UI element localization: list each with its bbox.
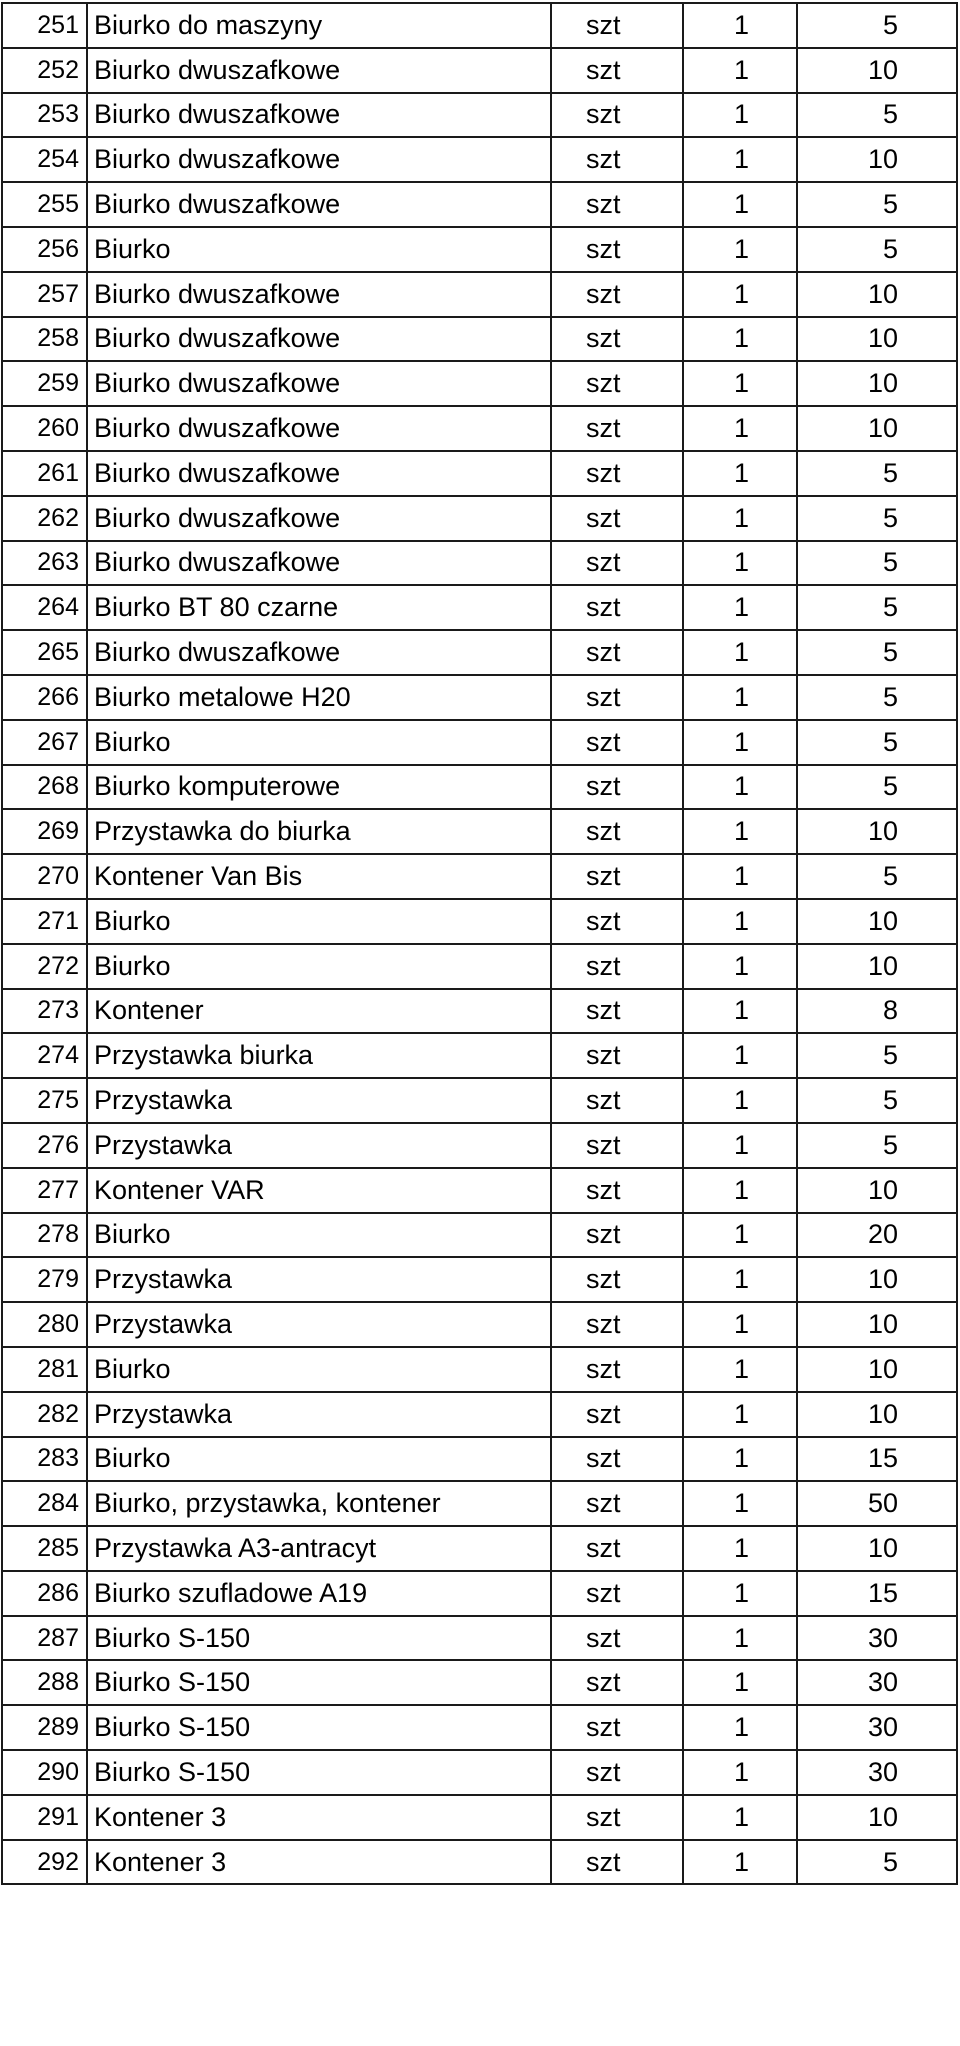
row-number-cell: 268	[2, 765, 87, 810]
quantity-cell: 1	[683, 48, 797, 93]
table-row	[2, 1078, 957, 1123]
table-row	[2, 1302, 957, 1347]
quantity-cell: 1	[683, 361, 797, 406]
row-number-cell: 276	[2, 1123, 87, 1168]
table-row	[2, 3, 957, 48]
item-name-cell: Biurko dwuszafkowe	[87, 361, 551, 406]
quantity-cell: 1	[683, 137, 797, 182]
unit-cell: szt	[551, 272, 683, 317]
unit-cell: szt	[551, 989, 683, 1034]
quantity-cell: 1	[683, 3, 797, 48]
table-row	[2, 451, 957, 496]
item-name-cell: Biurko	[87, 899, 551, 944]
table-row	[2, 317, 957, 362]
row-number-cell: 278	[2, 1213, 87, 1258]
item-name-cell: Biurko BT 80 czarne	[87, 585, 551, 630]
item-name-cell: Biurko komputerowe	[87, 765, 551, 810]
quantity-cell: 1	[683, 541, 797, 586]
unit-cell: szt	[551, 1168, 683, 1213]
row-number-cell: 257	[2, 272, 87, 317]
row-number-cell: 274	[2, 1033, 87, 1078]
table-row	[2, 1123, 957, 1168]
unit-cell: szt	[551, 182, 683, 227]
quantity-cell: 1	[683, 1526, 797, 1571]
item-name-cell: Kontener	[87, 989, 551, 1034]
table-row	[2, 944, 957, 989]
value-cell: 30	[797, 1660, 957, 1705]
row-number-cell: 279	[2, 1257, 87, 1302]
table-row	[2, 1795, 957, 1840]
unit-cell: szt	[551, 3, 683, 48]
quantity-cell: 1	[683, 1616, 797, 1661]
quantity-cell: 1	[683, 1347, 797, 1392]
quantity-cell: 1	[683, 317, 797, 362]
value-cell: 5	[797, 93, 957, 138]
value-cell: 30	[797, 1705, 957, 1750]
value-cell: 10	[797, 1392, 957, 1437]
row-number-cell: 289	[2, 1705, 87, 1750]
item-name-cell: Biurko dwuszafkowe	[87, 317, 551, 362]
value-cell: 5	[797, 1840, 957, 1885]
unit-cell: szt	[551, 1347, 683, 1392]
table-row	[2, 765, 957, 810]
quantity-cell: 1	[683, 451, 797, 496]
unit-cell: szt	[551, 496, 683, 541]
row-number-cell: 269	[2, 809, 87, 854]
unit-cell: szt	[551, 406, 683, 451]
item-name-cell: Biurko dwuszafkowe	[87, 496, 551, 541]
value-cell: 5	[797, 182, 957, 227]
row-number-cell: 273	[2, 989, 87, 1034]
row-number-cell: 280	[2, 1302, 87, 1347]
value-cell: 10	[797, 1795, 957, 1840]
unit-cell: szt	[551, 361, 683, 406]
row-number-cell: 255	[2, 182, 87, 227]
unit-cell: szt	[551, 630, 683, 675]
value-cell: 5	[797, 720, 957, 765]
row-number-cell: 271	[2, 899, 87, 944]
quantity-cell: 1	[683, 1571, 797, 1616]
row-number-cell: 254	[2, 137, 87, 182]
value-cell: 5	[797, 854, 957, 899]
quantity-cell: 1	[683, 1078, 797, 1123]
unit-cell: szt	[551, 1526, 683, 1571]
table-row	[2, 1481, 957, 1526]
quantity-cell: 1	[683, 1750, 797, 1795]
row-number-cell: 283	[2, 1437, 87, 1482]
item-name-cell: Przystawka A3-antracyt	[87, 1526, 551, 1571]
table-row	[2, 1616, 957, 1661]
table-row	[2, 48, 957, 93]
table-row	[2, 182, 957, 227]
value-cell: 5	[797, 1078, 957, 1123]
row-number-cell: 259	[2, 361, 87, 406]
value-cell: 5	[797, 1033, 957, 1078]
value-cell: 5	[797, 675, 957, 720]
value-cell: 10	[797, 944, 957, 989]
unit-cell: szt	[551, 317, 683, 362]
value-cell: 5	[797, 227, 957, 272]
quantity-cell: 1	[683, 406, 797, 451]
item-name-cell: Biurko dwuszafkowe	[87, 541, 551, 586]
unit-cell: szt	[551, 227, 683, 272]
value-cell: 5	[797, 630, 957, 675]
item-name-cell: Biurko dwuszafkowe	[87, 137, 551, 182]
unit-cell: szt	[551, 48, 683, 93]
item-name-cell: Biurko	[87, 944, 551, 989]
quantity-cell: 1	[683, 182, 797, 227]
unit-cell: szt	[551, 1616, 683, 1661]
unit-cell: szt	[551, 451, 683, 496]
quantity-cell: 1	[683, 944, 797, 989]
table-row	[2, 1213, 957, 1258]
unit-cell: szt	[551, 720, 683, 765]
table-row	[2, 989, 957, 1034]
quantity-cell: 1	[683, 765, 797, 810]
table-row	[2, 496, 957, 541]
unit-cell: szt	[551, 1660, 683, 1705]
row-number-cell: 264	[2, 585, 87, 630]
table-row	[2, 809, 957, 854]
row-number-cell: 262	[2, 496, 87, 541]
unit-cell: szt	[551, 1840, 683, 1885]
quantity-cell: 1	[683, 1660, 797, 1705]
item-name-cell: Biurko szufladowe A19	[87, 1571, 551, 1616]
value-cell: 10	[797, 317, 957, 362]
item-name-cell: Biurko dwuszafkowe	[87, 93, 551, 138]
table-row	[2, 1571, 957, 1616]
row-number-cell: 286	[2, 1571, 87, 1616]
quantity-cell: 1	[683, 585, 797, 630]
table-row	[2, 1750, 957, 1795]
value-cell: 10	[797, 1168, 957, 1213]
quantity-cell: 1	[683, 1705, 797, 1750]
unit-cell: szt	[551, 1302, 683, 1347]
item-name-cell: Biurko S-150	[87, 1660, 551, 1705]
unit-cell: szt	[551, 93, 683, 138]
unit-cell: szt	[551, 854, 683, 899]
quantity-cell: 1	[683, 1840, 797, 1885]
value-cell: 30	[797, 1616, 957, 1661]
quantity-cell: 1	[683, 1437, 797, 1482]
row-number-cell: 266	[2, 675, 87, 720]
quantity-cell: 1	[683, 93, 797, 138]
item-name-cell: Biurko	[87, 720, 551, 765]
value-cell: 5	[797, 541, 957, 586]
item-name-cell: Biurko S-150	[87, 1750, 551, 1795]
table-row	[2, 899, 957, 944]
value-cell: 50	[797, 1481, 957, 1526]
unit-cell: szt	[551, 1033, 683, 1078]
row-number-cell: 275	[2, 1078, 87, 1123]
row-number-cell: 267	[2, 720, 87, 765]
table-row	[2, 541, 957, 586]
table-row	[2, 1033, 957, 1078]
value-cell: 5	[797, 451, 957, 496]
value-cell: 5	[797, 496, 957, 541]
item-name-cell: Przystawka	[87, 1257, 551, 1302]
item-name-cell: Biurko dwuszafkowe	[87, 451, 551, 496]
unit-cell: szt	[551, 765, 683, 810]
unit-cell: szt	[551, 1481, 683, 1526]
quantity-cell: 1	[683, 1481, 797, 1526]
unit-cell: szt	[551, 809, 683, 854]
quantity-cell: 1	[683, 1123, 797, 1168]
quantity-cell: 1	[683, 1392, 797, 1437]
item-name-cell: Biurko dwuszafkowe	[87, 406, 551, 451]
row-number-cell: 281	[2, 1347, 87, 1392]
table-row	[2, 1168, 957, 1213]
row-number-cell: 282	[2, 1392, 87, 1437]
item-name-cell: Kontener 3	[87, 1840, 551, 1885]
quantity-cell: 1	[683, 854, 797, 899]
item-name-cell: Przystawka do biurka	[87, 809, 551, 854]
unit-cell: szt	[551, 1705, 683, 1750]
quantity-cell: 1	[683, 1302, 797, 1347]
table-row	[2, 1437, 957, 1482]
unit-cell: szt	[551, 899, 683, 944]
item-name-cell: Biurko dwuszafkowe	[87, 272, 551, 317]
row-number-cell: 287	[2, 1616, 87, 1661]
table-row	[2, 1840, 957, 1885]
quantity-cell: 1	[683, 496, 797, 541]
item-name-cell: Biurko	[87, 1437, 551, 1482]
quantity-cell: 1	[683, 675, 797, 720]
item-name-cell: Biurko S-150	[87, 1616, 551, 1661]
table-row	[2, 854, 957, 899]
quantity-cell: 1	[683, 227, 797, 272]
value-cell: 10	[797, 1347, 957, 1392]
table-row	[2, 720, 957, 765]
item-name-cell: Biurko metalowe H20	[87, 675, 551, 720]
quantity-cell: 1	[683, 989, 797, 1034]
table-row	[2, 137, 957, 182]
row-number-cell: 284	[2, 1481, 87, 1526]
unit-cell: szt	[551, 585, 683, 630]
unit-cell: szt	[551, 1750, 683, 1795]
quantity-cell: 1	[683, 1795, 797, 1840]
row-number-cell: 292	[2, 1840, 87, 1885]
value-cell: 30	[797, 1750, 957, 1795]
item-name-cell: Biurko	[87, 1347, 551, 1392]
quantity-cell: 1	[683, 809, 797, 854]
value-cell: 10	[797, 361, 957, 406]
value-cell: 8	[797, 989, 957, 1034]
quantity-cell: 1	[683, 1168, 797, 1213]
item-name-cell: Kontener VAR	[87, 1168, 551, 1213]
item-name-cell: Przystawka	[87, 1392, 551, 1437]
quantity-cell: 1	[683, 1213, 797, 1258]
item-name-cell: Biurko S-150	[87, 1705, 551, 1750]
item-name-cell: Kontener Van Bis	[87, 854, 551, 899]
row-number-cell: 270	[2, 854, 87, 899]
value-cell: 10	[797, 48, 957, 93]
row-number-cell: 263	[2, 541, 87, 586]
inventory-table	[1, 2, 958, 1885]
inventory-table-body	[2, 3, 957, 1884]
row-number-cell: 261	[2, 451, 87, 496]
unit-cell: szt	[551, 137, 683, 182]
row-number-cell: 272	[2, 944, 87, 989]
table-row	[2, 406, 957, 451]
table-row	[2, 1392, 957, 1437]
item-name-cell: Biurko dwuszafkowe	[87, 48, 551, 93]
item-name-cell: Biurko dwuszafkowe	[87, 630, 551, 675]
value-cell: 10	[797, 406, 957, 451]
row-number-cell: 277	[2, 1168, 87, 1213]
value-cell: 10	[797, 1526, 957, 1571]
unit-cell: szt	[551, 1213, 683, 1258]
item-name-cell: Biurko	[87, 227, 551, 272]
value-cell: 15	[797, 1571, 957, 1616]
item-name-cell: Biurko do maszyny	[87, 3, 551, 48]
value-cell: 10	[797, 809, 957, 854]
unit-cell: szt	[551, 944, 683, 989]
value-cell: 5	[797, 3, 957, 48]
row-number-cell: 288	[2, 1660, 87, 1705]
row-number-cell: 265	[2, 630, 87, 675]
item-name-cell: Przystawka	[87, 1302, 551, 1347]
value-cell: 5	[797, 1123, 957, 1168]
table-row	[2, 361, 957, 406]
table-row	[2, 630, 957, 675]
unit-cell: szt	[551, 1437, 683, 1482]
unit-cell: szt	[551, 1795, 683, 1840]
row-number-cell: 291	[2, 1795, 87, 1840]
value-cell: 5	[797, 585, 957, 630]
item-name-cell: Kontener 3	[87, 1795, 551, 1840]
table-row	[2, 1347, 957, 1392]
value-cell: 10	[797, 1257, 957, 1302]
value-cell: 10	[797, 1302, 957, 1347]
item-name-cell: Przystawka biurka	[87, 1033, 551, 1078]
unit-cell: szt	[551, 1257, 683, 1302]
table-row	[2, 227, 957, 272]
unit-cell: szt	[551, 1078, 683, 1123]
table-row	[2, 1257, 957, 1302]
unit-cell: szt	[551, 541, 683, 586]
item-name-cell: Biurko, przystawka, kontener	[87, 1481, 551, 1526]
row-number-cell: 251	[2, 3, 87, 48]
unit-cell: szt	[551, 1392, 683, 1437]
table-row	[2, 272, 957, 317]
quantity-cell: 1	[683, 1033, 797, 1078]
value-cell: 5	[797, 765, 957, 810]
row-number-cell: 260	[2, 406, 87, 451]
row-number-cell: 256	[2, 227, 87, 272]
value-cell: 10	[797, 137, 957, 182]
item-name-cell: Przystawka	[87, 1078, 551, 1123]
unit-cell: szt	[551, 1571, 683, 1616]
row-number-cell: 258	[2, 317, 87, 362]
table-row	[2, 585, 957, 630]
item-name-cell: Przystawka	[87, 1123, 551, 1168]
quantity-cell: 1	[683, 720, 797, 765]
row-number-cell: 290	[2, 1750, 87, 1795]
table-row	[2, 675, 957, 720]
table-row	[2, 1705, 957, 1750]
value-cell: 20	[797, 1213, 957, 1258]
item-name-cell: Biurko dwuszafkowe	[87, 182, 551, 227]
value-cell: 15	[797, 1437, 957, 1482]
table-row	[2, 1526, 957, 1571]
quantity-cell: 1	[683, 272, 797, 317]
item-name-cell: Biurko	[87, 1213, 551, 1258]
unit-cell: szt	[551, 675, 683, 720]
value-cell: 10	[797, 899, 957, 944]
unit-cell: szt	[551, 1123, 683, 1168]
quantity-cell: 1	[683, 630, 797, 675]
row-number-cell: 252	[2, 48, 87, 93]
row-number-cell: 285	[2, 1526, 87, 1571]
table-row	[2, 93, 957, 138]
value-cell: 10	[797, 272, 957, 317]
quantity-cell: 1	[683, 1257, 797, 1302]
quantity-cell: 1	[683, 899, 797, 944]
row-number-cell: 253	[2, 93, 87, 138]
table-row	[2, 1660, 957, 1705]
